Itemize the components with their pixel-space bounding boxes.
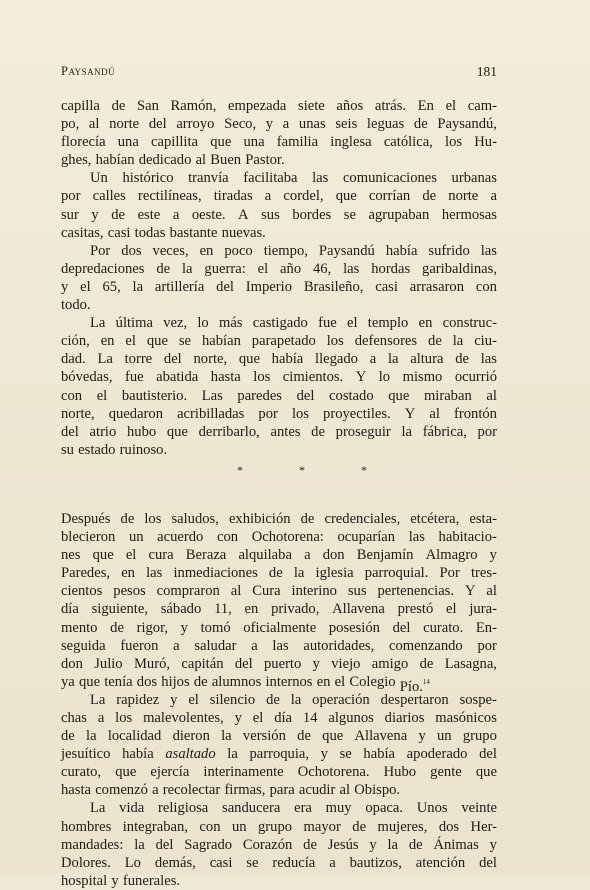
text-line: casitas, casi todas bastante nuevas.: [61, 224, 266, 241]
running-head: Paysandú: [61, 64, 116, 78]
text-line: cientos pesos compraron al Cura interino sus pertenencias. Y al: [61, 583, 497, 600]
text-line: Por dos veces, en poco tiempo, Paysandú había sufrido las: [90, 242, 497, 259]
text-line: hombres integraban, con un grupo mayor de mujeres, dos Her-: [61, 818, 497, 835]
text-line: seguida fueron a saludar a las autoridades, comenzando por: [61, 637, 497, 654]
text-line: todo.: [61, 297, 91, 314]
text-line: florecía una capillita que una familia inglesa católica, los Hu-: [61, 134, 497, 151]
text-line: Paredes, en las inmediaciones de la iglesia parroquial. Por tres-: [61, 565, 497, 582]
paragraph: [61, 314, 497, 459]
text-line: dad. La torre del norte, que había llegado a la altura de las: [61, 351, 497, 368]
text-line: ya que tenía dos hijos de alumnos internos en el Colegio Pío.$^{14}$: [61, 673, 430, 695]
separator-star: *: [237, 462, 243, 477]
text-line: curato, que ejercía interinamente Ochotorena. Hubo gente que: [61, 764, 497, 781]
text-line: ción, en el que se habían parapetado los defensores de la ciu-: [61, 333, 497, 350]
paragraph: [61, 97, 497, 169]
text-line: con el bautisterio. Las paredes del costado que miraban al: [61, 387, 497, 404]
text-line: y el 65, la artillería del Imperio Brasileño, casi arrasaron con: [61, 278, 497, 295]
paragraph: [61, 242, 497, 314]
page-header: [61, 64, 497, 84]
text-line: ghes, habían dedicado al Buen Pastor.: [61, 152, 285, 169]
text-line: Después de los saludos, exhibición de credenciales, etcétera, esta-: [61, 510, 497, 527]
text-line: blecieron un acuerdo con Ochotorena: ocuparían las habitacio-: [61, 529, 497, 546]
section-gap: [61, 477, 497, 510]
text-line: su estado ruinoso.: [61, 441, 168, 458]
text-line: po, al norte del arroyo Seco, y a unas seis leguas de Paysandú,: [61, 116, 497, 133]
text-line: sur y de este a oeste. A sus bordes se agrupaban hermosas: [61, 206, 497, 223]
text-line: depredaciones de la guerra: el año 46, las hordas garibaldinas,: [61, 260, 497, 277]
text-line: por calles rectilíneas, tiradas a cordel, que corrían de norte a: [61, 188, 497, 205]
separator-star: *: [299, 462, 305, 477]
text-line: hospital y funerales.: [61, 872, 181, 889]
text-line: Dolores. Lo demás, casi se reducía a bautizos, atención del: [61, 854, 497, 871]
text-line: norte, quedaron acribilladas por los proyectiles. Y al frontón: [61, 405, 497, 422]
text-line: bóvedas, fue abatida hasta los cimientos. Y lo mismo ocurrió: [61, 369, 497, 386]
text-line: mento de rigor, y tomó oficialmente posesión del curato. En-: [61, 619, 497, 636]
text-line: nes que el cura Beraza alquilaba a don Benjamín Almagro y: [61, 547, 497, 564]
paragraph: [61, 510, 497, 695]
paragraph: [61, 691, 497, 800]
text-line: Un histórico tranvía facilitaba las comunicaciones urbanas: [90, 170, 497, 187]
section-separator: [61, 459, 497, 477]
text-line: jesuítico había asaltado la parroquia, y se había apoderado del: [61, 746, 497, 763]
text-line: hasta comenzó a recolectar firmas, para acudir al Obispo.: [61, 782, 401, 799]
page-number: 181: [476, 64, 497, 79]
text-line: chas a los malevolentes, y el día 14 algunos diarios masónicos: [61, 710, 497, 726]
text-line: La última vez, lo más castigado fue el templo en construc-: [90, 315, 497, 332]
text-line: don Julio Muró, capitán del puerto y viejo amigo de Lasagna,: [61, 655, 497, 672]
text-line: La vida religiosa sanducera era muy opaca. Unos veinte: [90, 800, 497, 817]
text-line: del atrio hubo que derribarlo, antes de proseguir la fábrica, por: [61, 423, 497, 440]
text-line: día siguiente, sábado 11, en privado, Allavena prestó el jura-: [61, 601, 497, 618]
text-line: de la localidad dieron la versión de que Allavena y un grupo: [61, 728, 497, 745]
text-line: mandades: la del Sagrado Corazón de Jesús y la de Ánimas y: [61, 836, 497, 853]
footnote-mark: 14: [422, 677, 430, 686]
separator-star: *: [361, 462, 367, 477]
paragraph: [61, 799, 497, 889]
paragraph: [61, 169, 497, 241]
text-line: La rapidez y el silencio de la operación despertaron sospe-: [90, 691, 497, 708]
body-text: [61, 97, 497, 890]
text-line: capilla de San Ramón, empezada siete años atrás. En el cam-: [61, 98, 497, 114]
